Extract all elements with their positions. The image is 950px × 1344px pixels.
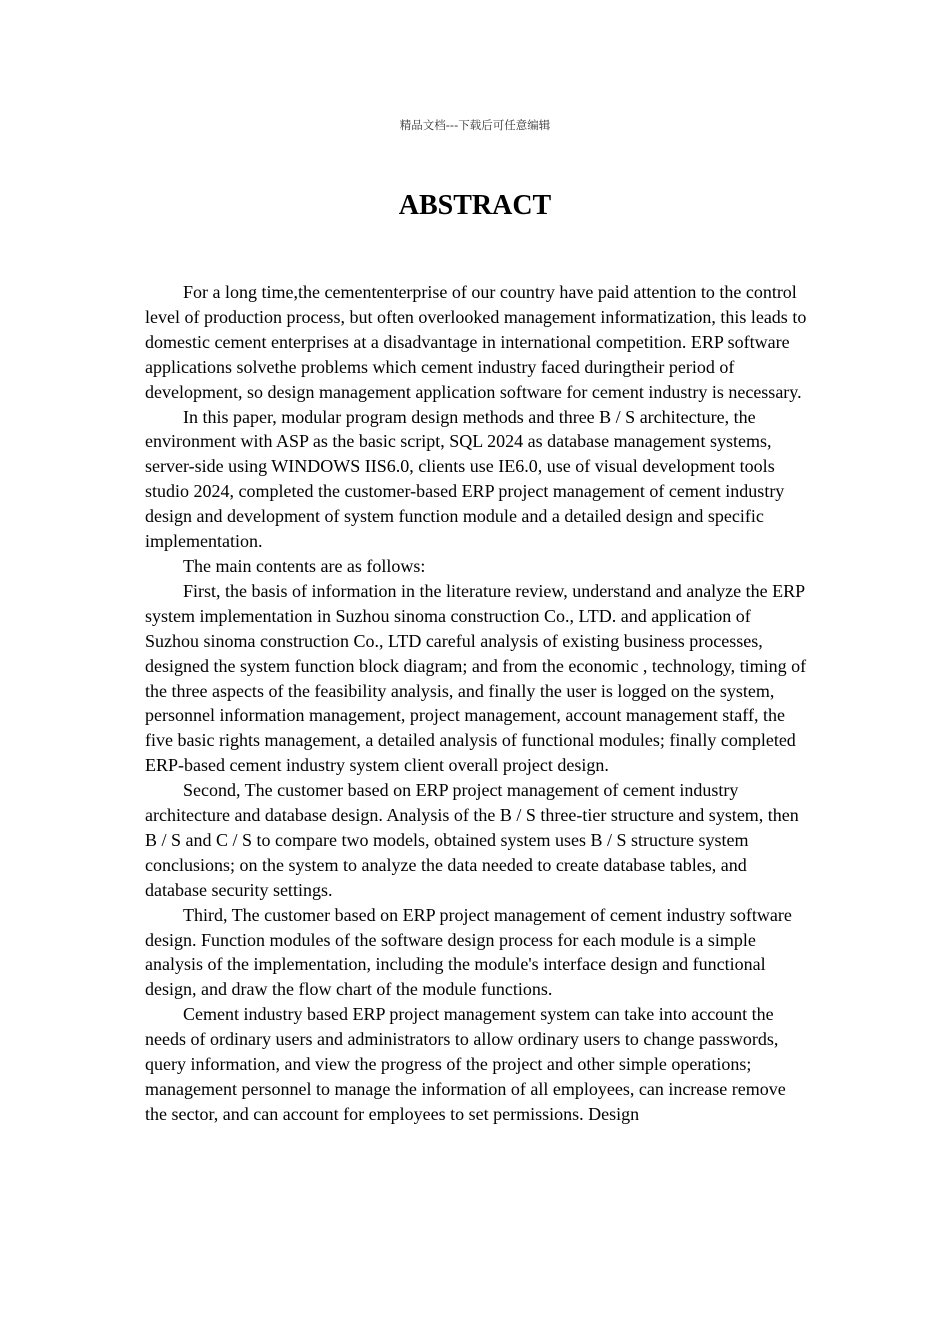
- page-title: ABSTRACT: [398, 190, 552, 221]
- paragraph-2: In this paper, modular program design methods and three B / S architecture, the environment with ASP as the basic script, SQL 2024 as database management systems, server-side using WINDOWS IIS6.0, clients use IE6.0, use of visual development tools studio 2024, completed the customer-based ERP project management of cement industry design and development of system function module and a detailed design and specific implementation.: [145, 406, 785, 552]
- page-header: 精品文档---下载后可任意编辑: [399, 118, 551, 132]
- abstract-body: [145, 280, 807, 1127]
- paragraph-4: First, the basis of information in the literature review, understand and analyze the ERP system implementation in Suzhou sinoma construction Co., LTD. and application of Suzhou sinoma construction Co., LTD careful analysis of existing business processes, designed the system function block diagram; and from the economic , technology, timing of the three aspects of the feasibility analysis, and finally the user is logged on the system, personnel information management, project management, account management staff, the five basic rights management, a detailed analysis of functional modules; finally completed ERP-based cement industry system client overall project design.: [145, 580, 807, 776]
- paragraph-3: The main contents are as follows:: [183, 555, 426, 576]
- paragraph-7: Cement industry based ERP project management system can take into account the needs of ordinary users and administrators to allow ordinary users to change passwords, query information, and view the progress of the project and other simple operations; management personnel to manage the information of all employees, can increase remove the sector, and can account for employees to set permissions. Design: [145, 1004, 786, 1124]
- paragraph-5: Second, The customer based on ERP project management of cement industry architecture and database design. Analysis of the B / S three-tier structure and system, then B / S and C / S to compare two models, obtained system uses B / S structure system conclusions; on the system to analyze the data needed to create database tables, and database security settings.: [145, 780, 799, 900]
- paragraph-1: For a long time,the cemententerprise of our country have paid attention to the control level of production process, but often overlooked management informatization, this leads to domestic cement enterprises at a disadvantage in international competition. ERP software applications solvethe problems which cement industry faced duringtheir period of development, so design management application software for cement industry is necessary.: [145, 282, 807, 402]
- paragraph-6: Third, The customer based on ERP project management of cement industry software design. Function modules of the software design process for each module is a simple analysis of the implementation, including the module's interface design and functional design, and draw the flow chart of the module functions.: [145, 904, 792, 1000]
